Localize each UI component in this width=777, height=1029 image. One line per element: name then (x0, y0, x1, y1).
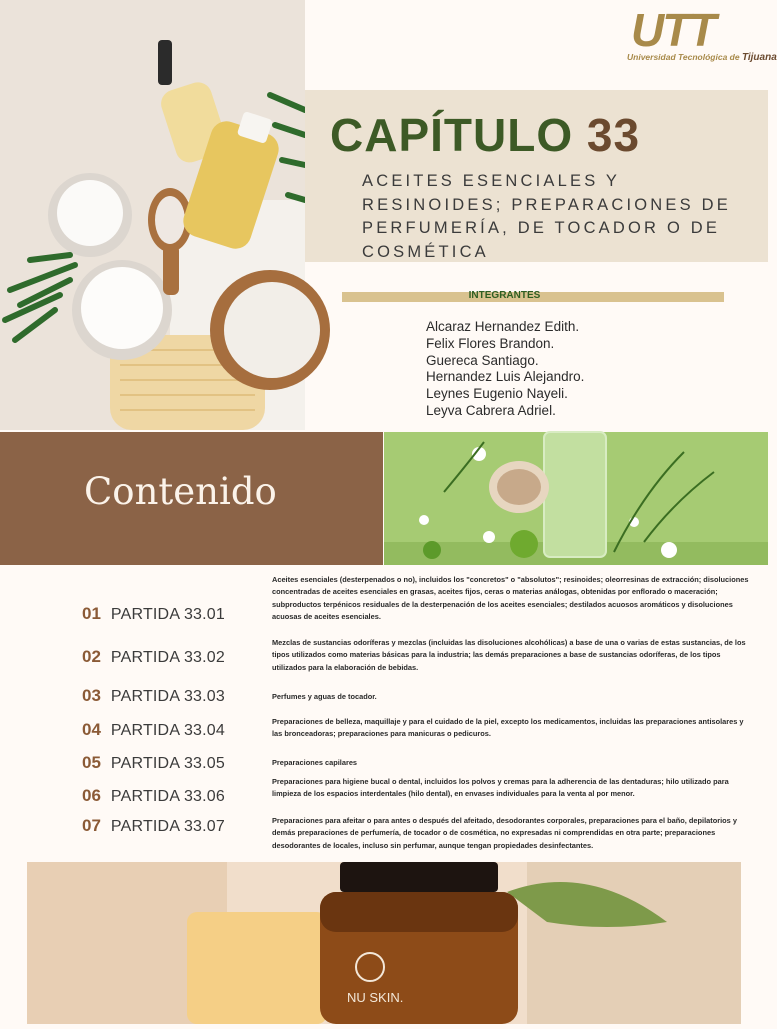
partida-row[interactable] (82, 647, 225, 667)
partida-number: 05 (82, 753, 101, 772)
partida-description: Aceites esenciales (desterpenados o no), incluidos los "concretos" o "absolutos"; resinoides; oleorresinas de extracción; disoluciones concentradas de aceites esenciales en grasas, aceites fijos, ceras o materias análogas, obtenidas por enflorado o maceración; subproductos terpénicos residuales de la desterpenación de los aceites esenciales; destilados acuosos aromáticos y disoluciones acuosas de aceites esenciales. (272, 575, 749, 622)
partida-label: PARTIDA 33.07 (110, 818, 225, 835)
partida-number: 07 (82, 816, 101, 835)
member-name: Leynes Eugenio Nayeli. (426, 386, 568, 402)
partida-description: Preparaciones capilares (272, 758, 358, 767)
member-name: Leyva Cabrera Adriel. (426, 402, 556, 418)
chapter-title-word: CAPÍTULO (330, 109, 574, 161)
partida-label: PARTIDA 33.03 (110, 688, 225, 705)
contenido-title: Contenido (84, 470, 277, 513)
member-name: Guereca Santiago. (426, 352, 539, 368)
partida-label: PARTIDA 33.05 (110, 755, 225, 772)
cosmetics-photo (0, 0, 305, 430)
partida-description: Preparaciones para higiene bucal o dental, incluidos los polvos y cremas para la adherencia de las dentaduras; hilo utilizado para limpieza de los espacios interdentales (hilo dental), en envases individuales para la venta al por menor. (272, 777, 729, 799)
logo-subtitle-prefix: Universidad Tecnológica de (627, 52, 742, 62)
partida-label: PARTIDA 33.04 (110, 722, 225, 739)
chapter-title (330, 108, 640, 162)
brand-label: NU SKIN. (347, 990, 404, 1005)
logo-subtitle (627, 52, 777, 63)
partida-row[interactable] (82, 786, 225, 806)
partida-description: Preparaciones de belleza, maquillaje y para el cuidado de la piel, excepto los medicamentos, incluidas las preparaciones antisolares y las bronceadoras; preparaciones para manicuras o pedicuros. (272, 717, 744, 739)
partida-number: 04 (82, 720, 101, 739)
member-name: Alcaraz Hernandez Edith. (426, 319, 580, 334)
logo-subtitle-city: Tijuana (741, 52, 777, 63)
partida-label: PARTIDA 33.02 (110, 649, 225, 666)
chapter-subtitle: ACEITES ESENCIALES Y RESINOIDES; PREPARACIONES DE PERFUMERÍA, DE TOCADOR O DE COSMÉTICA (362, 172, 731, 261)
partida-row[interactable] (82, 720, 225, 740)
integrantes-label: INTEGRANTES (468, 290, 541, 301)
partida-row[interactable] (82, 753, 225, 773)
partida-number: 02 (82, 647, 101, 666)
member-name: Felix Flores Brandon. (426, 335, 555, 351)
chapter-number: 33 (586, 109, 641, 161)
partida-description: Perfumes y aguas de tocador. (272, 692, 377, 701)
utt-logo-mark: UTT (631, 4, 715, 56)
partida-description: Mezclas de sustancias odoríferas y mezclas (incluidas las disoluciones alcohólicas) a base de una o varias de estas sustancias, de los tipos utilizados como materias básicas para la industria; las demás preparaciones a base de sustancias odoríferas, de los tipos utilizados para la elaboración de bebidas. (272, 638, 746, 672)
member-name: Hernandez Luis Alejandro. (426, 369, 585, 385)
partida-row[interactable] (82, 604, 225, 624)
partida-row[interactable] (82, 686, 225, 706)
partida-label: PARTIDA 33.01 (110, 606, 225, 623)
partida-number: 01 (82, 604, 101, 623)
partida-number: 06 (82, 786, 101, 805)
partida-label: PARTIDA 33.06 (110, 788, 225, 805)
partida-row[interactable] (82, 816, 225, 836)
product-photo (27, 862, 741, 1024)
partida-description: Preparaciones para afeitar o para antes o después del afeitado, desodorantes corporales, preparaciones para el baño, depilatorios y demás preparaciones de perfumería, de tocador o de cosmética, no expresadas ni comprendidas en otra parte; preparaciones desodorantes de locales, incluso sin perfumar, aunque tengan propiedades desinfectantes. (272, 816, 737, 850)
partida-number: 03 (82, 686, 101, 705)
members-list (426, 319, 584, 420)
botanical-photo (384, 432, 768, 565)
